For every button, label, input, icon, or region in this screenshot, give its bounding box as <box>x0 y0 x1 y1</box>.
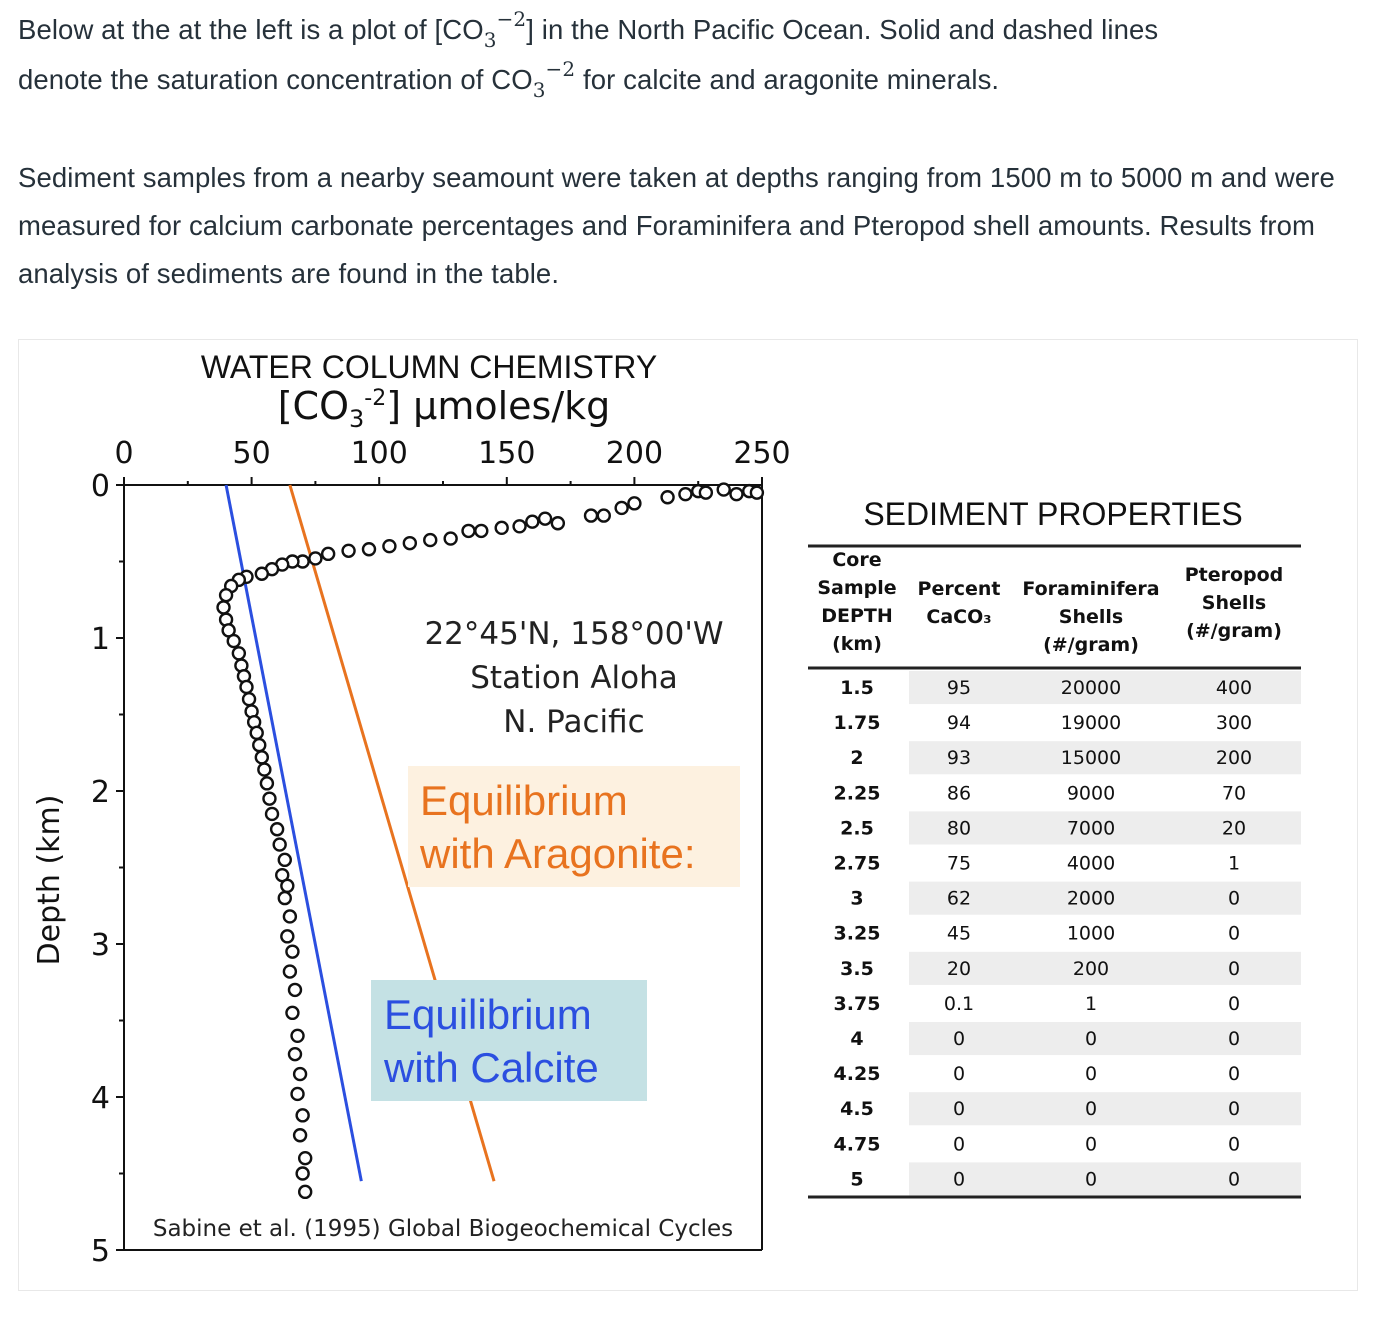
co3-data-point <box>281 930 293 942</box>
station-coordinates: 22°45'N, 158°00'W <box>424 616 724 652</box>
y-tick-label: 4 <box>90 1081 110 1116</box>
y-tick-label: 2 <box>90 775 110 810</box>
table-cell: 200 <box>1072 957 1110 980</box>
y-tick-label: 0 <box>90 469 110 504</box>
calcite-label-line-2: with Calcite <box>384 1044 599 1091</box>
table-cell: 20 <box>946 957 972 980</box>
table-cell: 0 <box>1227 1098 1241 1121</box>
table-header-cell: Shells <box>1201 592 1267 614</box>
co3-data-point <box>539 513 551 525</box>
table-depth-cell: 3.25 <box>833 922 881 945</box>
co3-data-point <box>220 589 232 601</box>
co3-data-point <box>730 488 742 500</box>
chart-citation: Sabine et al. (1995) Global Biogeochemical Cycles <box>152 1216 734 1242</box>
table-cell: 95 <box>946 677 972 699</box>
station-region: N. Pacific <box>503 704 645 740</box>
table-cell: 94 <box>946 712 972 735</box>
table-cell: 0 <box>1227 1168 1241 1191</box>
co3-data-point <box>299 1152 311 1164</box>
table-depth-cell: 1.5 <box>840 677 874 699</box>
table-cell: 62 <box>946 887 972 910</box>
table-cell: 0 <box>952 1098 966 1121</box>
co3-data-point <box>679 488 691 500</box>
table-cell: 0 <box>1227 1133 1241 1156</box>
table-cell: 20000 <box>1060 677 1122 699</box>
co3-data-point <box>279 854 291 866</box>
chart-x-axis-label: $[CO_3^{-2}]$ µmoles/kg <box>277 384 611 433</box>
table-cell: 45 <box>946 922 972 945</box>
table-header-cell: (#/gram) <box>1186 620 1282 642</box>
table-cell: 0 <box>1227 992 1241 1015</box>
table-depth-cell: 4.5 <box>840 1098 874 1121</box>
co3-data-point <box>274 839 286 851</box>
table-depth-cell: 1.75 <box>833 712 881 735</box>
table-title: SEDIMENT PROPERTIES <box>863 496 1243 532</box>
figure-svg <box>19 340 1357 1290</box>
table-cell: 0 <box>1227 1028 1241 1050</box>
co3-data-point <box>228 635 240 647</box>
table-cell: 80 <box>946 817 972 840</box>
x-tick-label: 200 <box>605 436 664 471</box>
table-cell: 0 <box>1084 1133 1098 1156</box>
table-cell: 0.1 <box>943 992 975 1015</box>
figure-panel <box>18 339 1358 1291</box>
co3-data-point <box>258 764 270 776</box>
aragonite-label-line-2: with Aragonite: <box>420 830 696 877</box>
calcite-label-line-1: Equilibrium <box>384 991 592 1038</box>
table-cell: 0 <box>1227 887 1241 910</box>
x-tick-label: 250 <box>733 436 791 471</box>
table-cell: 75 <box>946 852 972 875</box>
co3-data-point <box>552 517 564 529</box>
co3-data-point <box>233 647 245 659</box>
co3-data-point <box>289 1048 301 1060</box>
table-cell: 0 <box>1227 922 1241 945</box>
table-cell: 15000 <box>1060 747 1122 770</box>
table-cell: 4000 <box>1066 852 1116 875</box>
co3-data-point <box>263 793 275 805</box>
co3-data-point <box>292 1030 304 1042</box>
table-cell: 300 <box>1215 712 1253 735</box>
table-header-cell: CaCO₃ <box>926 606 992 628</box>
co3-data-point <box>297 1168 309 1180</box>
co3-data-point <box>243 693 255 705</box>
question-text <box>18 6 1358 298</box>
table-depth-cell: 2.25 <box>833 782 881 805</box>
table-cell: 86 <box>946 782 972 805</box>
co3-data-point <box>294 1068 306 1080</box>
table-row-shade <box>909 1092 1301 1125</box>
table-cell: 0 <box>1227 1063 1241 1086</box>
co3-data-point <box>363 543 375 555</box>
table-cell: 2000 <box>1066 887 1116 910</box>
co3-data-point <box>256 751 268 763</box>
intro-line-1: Below at the at the left is a plot of $[CO_3^{-2}]$ in the North Pacific Ocean. Solid and dashed lines <box>18 7 1159 52</box>
table-header-cell: Sample <box>817 577 897 599</box>
co3-data-point <box>628 497 640 509</box>
chart-y-axis-label: Depth (km) <box>32 794 67 966</box>
table-cell: 1000 <box>1066 922 1116 945</box>
co3-data-point <box>616 502 628 514</box>
table-depth-cell: 3.75 <box>833 992 881 1015</box>
co3-data-point <box>718 484 730 496</box>
table-depth-cell: 4.75 <box>833 1133 881 1156</box>
table-header-cell: DEPTH <box>821 605 893 627</box>
co3-data-point <box>322 548 334 560</box>
table-cell: 0 <box>952 1133 966 1156</box>
intro-paragraph-2: Sediment samples from a nearby seamount were taken at depths ranging from 1500 m to 5000 m and were measured for calcium carbonate percentages and Foraminifera and Pteropod shell amounts. Results from analysis of sediments are found in the table. <box>18 162 1335 289</box>
co3-data-point <box>514 520 526 532</box>
table-cell: 0 <box>952 1063 966 1086</box>
table-cell: 0 <box>1084 1063 1098 1086</box>
co3-data-point <box>424 534 436 546</box>
x-tick-label: 150 <box>478 436 536 471</box>
table-depth-cell: 3.5 <box>840 957 874 980</box>
co3-data-point <box>585 510 597 522</box>
table-cell: 0 <box>1084 1098 1098 1121</box>
co3-data-point <box>266 808 278 820</box>
co3-data-point <box>251 727 263 739</box>
table-cell: 0 <box>1227 957 1241 980</box>
table-header-cell: (#/gram) <box>1043 634 1139 656</box>
table-depth-cell: 3 <box>850 887 864 910</box>
co3-data-point <box>279 892 291 904</box>
co3-data-point <box>271 823 283 835</box>
co3-data-point <box>286 946 298 958</box>
co3-data-point <box>256 568 268 580</box>
co3-data-point <box>383 540 395 552</box>
table-cell: 0 <box>952 1028 966 1050</box>
co3-data-point <box>662 491 674 503</box>
aragonite-label-line-1: Equilibrium <box>420 777 628 824</box>
table-cell: 1 <box>1227 852 1241 875</box>
co3-data-point <box>294 1129 306 1141</box>
y-tick-label: 3 <box>90 928 110 963</box>
table-depth-cell: 2.5 <box>840 817 874 840</box>
table-row-shade <box>909 1162 1301 1195</box>
co3-data-point <box>496 522 508 534</box>
co3-data-point <box>253 739 265 751</box>
table-cell: 400 <box>1215 677 1253 699</box>
table-header-cell: Foraminifera <box>1022 578 1160 600</box>
co3-data-point <box>284 966 296 978</box>
table-cell: 93 <box>946 747 972 770</box>
co3-data-point <box>297 1109 309 1121</box>
table-cell: 0 <box>1084 1168 1098 1191</box>
co3-data-point <box>281 880 293 892</box>
co3-data-point <box>463 525 475 537</box>
intro-line-2: denote the saturation concentration of $CO_3^{-2}$ for calcite and aragonite minerals. <box>18 57 1000 102</box>
table-cell: 0 <box>1084 1028 1098 1050</box>
co3-data-point <box>286 1007 298 1019</box>
table-cell: 7000 <box>1066 817 1116 840</box>
co3-data-point <box>404 537 416 549</box>
table-row-shade <box>909 1022 1301 1055</box>
co3-data-point <box>598 510 610 522</box>
co3-data-point <box>475 525 487 537</box>
co3-data-point <box>299 1186 311 1198</box>
table-cell: 9000 <box>1066 782 1116 805</box>
table-cell: 1 <box>1084 992 1098 1015</box>
co3-data-point <box>284 910 296 922</box>
table-cell: 19000 <box>1060 712 1122 735</box>
y-tick-label: 5 <box>90 1234 110 1269</box>
table-depth-cell: 4 <box>850 1028 864 1050</box>
table-depth-cell: 4.25 <box>833 1063 881 1086</box>
table-cell: 200 <box>1215 747 1253 770</box>
co3-data-point <box>700 487 712 499</box>
co3-data-point <box>526 516 538 528</box>
table-header-cell: (km) <box>832 633 882 655</box>
table-depth-cell: 2 <box>850 747 864 770</box>
table-header-cell: Shells <box>1058 606 1124 628</box>
table-cell: 70 <box>1221 782 1247 805</box>
x-tick-label: 50 <box>232 436 271 471</box>
table-cell: 0 <box>952 1168 966 1191</box>
chart-title: WATER COLUMN CHEMISTRY <box>200 349 658 385</box>
table-header-cell: Core <box>832 549 882 571</box>
co3-data-point <box>289 984 301 996</box>
y-tick-label: 1 <box>90 622 110 657</box>
co3-data-point <box>343 545 355 557</box>
table-header-cell: Pteropod <box>1184 564 1284 586</box>
table-depth-cell: 2.75 <box>833 852 881 875</box>
co3-data-point <box>309 552 321 564</box>
co3-data-point <box>445 533 457 545</box>
table-depth-cell: 5 <box>850 1168 864 1191</box>
x-tick-label: 100 <box>350 436 408 471</box>
station-name: Station Aloha <box>470 660 678 696</box>
co3-data-point <box>292 1088 304 1100</box>
co3-data-point <box>240 681 252 693</box>
table-cell: 20 <box>1221 817 1247 840</box>
co3-data-point <box>218 601 230 613</box>
co3-data-point <box>751 487 763 499</box>
x-tick-label: 0 <box>114 436 134 471</box>
table-header-cell: Percent <box>917 578 1001 600</box>
co3-data-point <box>261 777 273 789</box>
